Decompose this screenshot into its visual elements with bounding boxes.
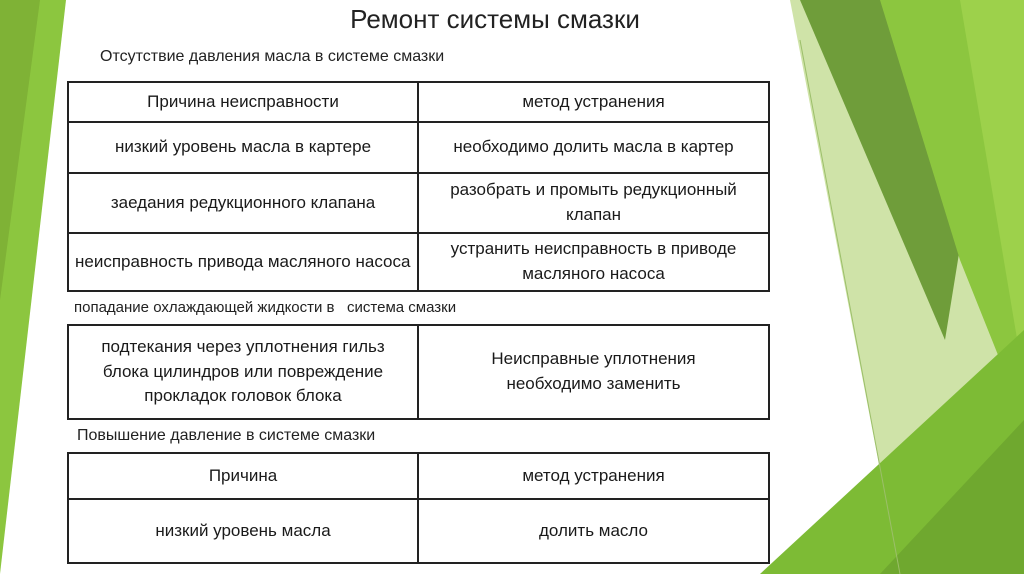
section1-heading: Отсутствие давления масла в системе смазки: [100, 48, 445, 65]
table3-header-cause: Причина: [67, 452, 419, 500]
table2-row1-cause: подтекания через уплотнения гильз блока цилиндров или повреждение прокладок головок блока: [67, 324, 419, 420]
section2-heading: попадание охлаждающей жидкости в система смазки: [74, 299, 457, 316]
table1-header-fix: метод устранения: [417, 81, 770, 123]
table3-row1-cause: низкий уровень масла: [67, 498, 419, 564]
table1-row3-cause: неисправность привода масляного насоса: [67, 232, 419, 292]
table2-row1-fix: Неисправные уплотнения необходимо заменить: [417, 324, 770, 420]
table1-row2-fix: разобрать и промыть редукционный клапан: [417, 172, 770, 234]
table1-row2-cause: заедания редукционного клапана: [67, 172, 419, 234]
table3-header-fix: метод устранения: [417, 452, 770, 500]
section3-heading: Повышение давление в системе смазки: [77, 427, 376, 444]
table1-header-cause: Причина неисправности: [67, 81, 419, 123]
table1-row1-fix: необходимо долить масла в картер: [417, 121, 770, 174]
table1-row3-fix: устранить неисправность в приводе масляного насоса: [417, 232, 770, 292]
slide-title: Ремонт системы смазки: [350, 4, 640, 34]
table1-row1-cause: низкий уровень масла в картере: [67, 121, 419, 174]
table3-row1-fix: долить масло: [417, 498, 770, 564]
